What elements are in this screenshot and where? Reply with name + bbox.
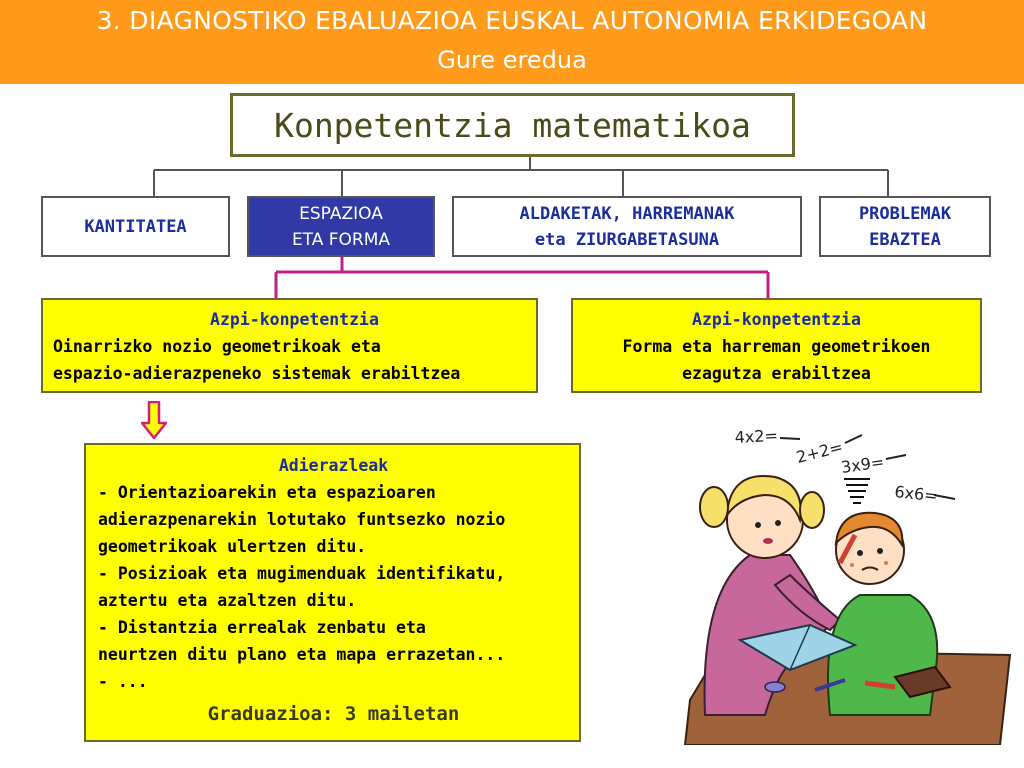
down-arrow-icon [141,401,167,439]
category-label-line1: ALDAKETAK, HARREMANAK [519,203,735,224]
indicators-box [84,443,581,742]
subcompetence-box-2 [571,298,982,393]
category-kantitatea [41,196,230,257]
subcompetence-box-1 [41,298,538,393]
slide-header [0,0,1024,84]
subcompetence-text-line1: Forma eta harreman geometrikoen [622,337,931,356]
subcompetence-heading: Azpi-konpetentzia [692,310,861,329]
equation-text: 3x9= [839,452,886,477]
indicator-line: - Posizioak eta mugimenduak identifikatu, [98,564,506,583]
subcompetence-text-line2: espazio-adierazpeneko sistemak erabiltzea [53,364,461,383]
indicator-line: - Distantzia errealak zenbatu eta [98,618,426,637]
slide-subtitle: Gure eredua [437,46,587,74]
equation-text: 4x2= [734,425,779,447]
boy-body [828,595,937,715]
subcompetence-heading: Azpi-konpetentzia [210,310,379,329]
equation-text: 6x6= [893,482,939,506]
category-label-line1: PROBLEMAK [858,203,952,224]
category-label-line1: ESPAZIOA [299,203,383,224]
slide-title: 3. DIAGNOSTIKO EBALUAZIOA EUSKAL AUTONOMIA ERKIDEGOAN [96,6,928,35]
main-competence-title: Konpetentzia matematikoa [274,105,751,145]
category-label-line2: ETA FORMA [291,229,391,250]
indicators-heading: Adierazleak [278,456,389,475]
indicator-line: aztertu eta azaltzen ditu. [98,591,357,610]
category-label: KANTITATEA [84,216,187,237]
category-problemak-ebaztea [819,196,991,257]
category-aldaketak [452,196,802,257]
equation-text: 2+2= [794,437,845,467]
category-label-line2: EBAZTEA [869,229,941,250]
category-espazioa-eta-forma [247,196,435,257]
main-competence-box [230,93,795,157]
indicator-line: neurtzen ditu plano eta mapa errazetan... [98,645,506,664]
children-studying-illustration [680,415,1020,745]
indicator-line: - Orientazioarekin eta espazioaren [98,483,436,502]
subcompetence-text-line2: ezagutza erabiltzea [682,364,871,383]
confusion-scribble [844,479,870,503]
graduation-text: Graduazioa: 3 mailetan [207,703,460,725]
indicator-line: geometrikoak ulertzen ditu. [98,537,367,556]
category-label-line2: eta ZIURGABETASUNA [534,229,720,250]
indicator-line: - ... [98,672,148,691]
indicator-line: adierazpenarekin lotutako funtsezko nozio [98,510,506,529]
subcompetence-text-line1: Oinarrizko nozio geometrikoak eta [53,337,381,356]
